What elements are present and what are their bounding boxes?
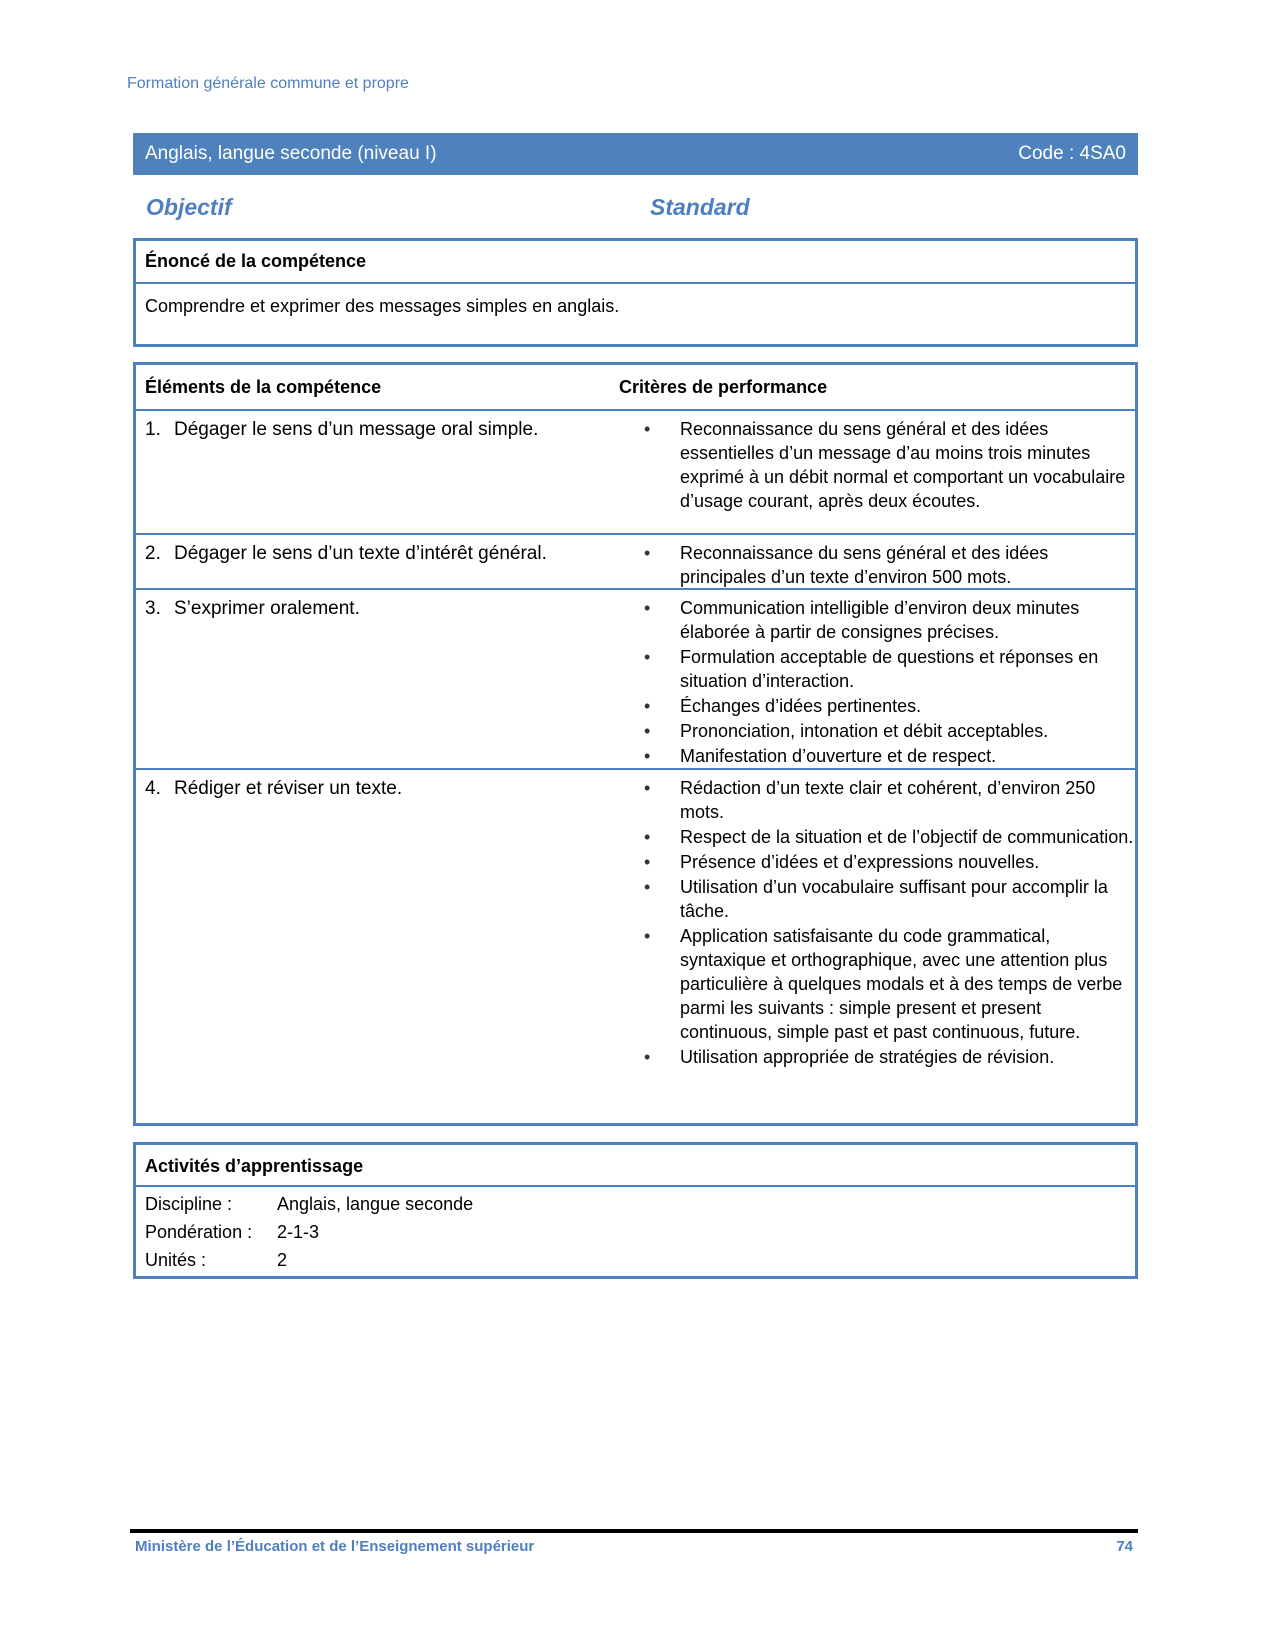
criterion-item: • Rédaction d’un texte clair et cohérent, d’environ 250 mots. (644, 776, 1134, 824)
table-row (136, 411, 1135, 535)
criterion-item: • Respect de la situation et de l’objectif de communication. (644, 825, 1134, 849)
criteria-list (644, 541, 1134, 590)
competence-table-header (136, 365, 1135, 411)
criteria-list (644, 776, 1134, 1070)
criterion-item: • Utilisation appropriée de stratégies de révision. (644, 1045, 1134, 1069)
criteria-list (644, 596, 1134, 769)
unites-value: 2 (277, 1250, 288, 1270)
table-row (136, 770, 1135, 1123)
enonce-box (133, 238, 1138, 347)
table-row (136, 590, 1135, 770)
activities-heading: Activités d’apprentissage (136, 1145, 1135, 1187)
criterion-item: • Manifestation d’ouverture et de respect. (644, 744, 1134, 768)
page-number: 74 (1116, 1538, 1133, 1555)
criterion-item: • Présence d’idées et d’expressions nouvelles. (644, 850, 1134, 874)
standard-label: Standard (650, 194, 750, 220)
element-text: 3. S’exprimer oralement. (145, 598, 360, 619)
criterion-item: • Formulation acceptable de questions et réponses en situation d’interaction. (644, 645, 1134, 693)
page-footer (135, 1538, 1133, 1555)
ponderation-line (136, 1218, 1135, 1246)
objective-standard-row (146, 194, 766, 222)
footer-ministry: Ministère de l’Éducation et de l’Enseignement supérieur (135, 1538, 535, 1555)
elements-heading: Éléments de la compétence (145, 377, 382, 397)
element-text: 2. Dégager le sens d’un texte d’intérêt général. (145, 543, 547, 564)
unites-line (136, 1246, 1135, 1274)
element-text: 1. Dégager le sens d’un message oral simple. (145, 419, 539, 440)
criteria-heading: Critères de performance (619, 377, 828, 397)
table-row (136, 535, 1135, 590)
criterion-item: • Application satisfaisante du code grammatical, syntaxique et orthographique, avec une attention plus particulière à quelques modals et à des temps de verbe parmi les suivants : simple present et present continuous, simple past et past continuous, future. (644, 924, 1134, 1044)
ponderation-label: Pondération : (145, 1222, 253, 1242)
enonce-text: Comprendre et exprimer des messages simples en anglais. (145, 296, 620, 316)
ponderation-value: 2-1-3 (277, 1222, 320, 1242)
enonce-heading: Énoncé de la compétence (136, 241, 1135, 284)
footer-divider (130, 1529, 1138, 1533)
criterion-item: • Prononciation, intonation et débit acceptables. (644, 719, 1134, 743)
objective-label: Objectif (146, 194, 232, 220)
criteria-list (644, 417, 1134, 514)
competence-table (133, 362, 1138, 1126)
course-title-bar (133, 133, 1138, 175)
discipline-line (136, 1190, 1135, 1218)
element-text: 4. Rédiger et réviser un texte. (145, 778, 403, 799)
unites-label: Unités : (145, 1250, 207, 1270)
discipline-value: Anglais, langue seconde (277, 1194, 474, 1214)
criterion-item: • Reconnaissance du sens général et des idées principales d’un texte d’environ 500 mots. (644, 541, 1134, 589)
criterion-item: • Reconnaissance du sens général et des idées essentielles d’un message d’au moins trois minutes exprimé à un débit normal et comportant un vocabulaire d’usage courant, après deux écoutes. (644, 417, 1134, 513)
course-title: Anglais, langue seconde (niveau I) (145, 143, 437, 164)
discipline-label: Discipline : (145, 1194, 233, 1214)
criterion-item: • Utilisation d’un vocabulaire suffisant pour accomplir la tâche. (644, 875, 1134, 923)
course-code: Code : 4SA0 (1018, 143, 1126, 164)
activities-box (133, 1142, 1138, 1279)
criterion-item: • Échanges d’idées pertinentes. (644, 694, 1134, 718)
page-header: Formation générale commune et propre (127, 75, 409, 92)
criterion-item: • Communication intelligible d’environ deux minutes élaborée à partir de consignes précises. (644, 596, 1134, 644)
